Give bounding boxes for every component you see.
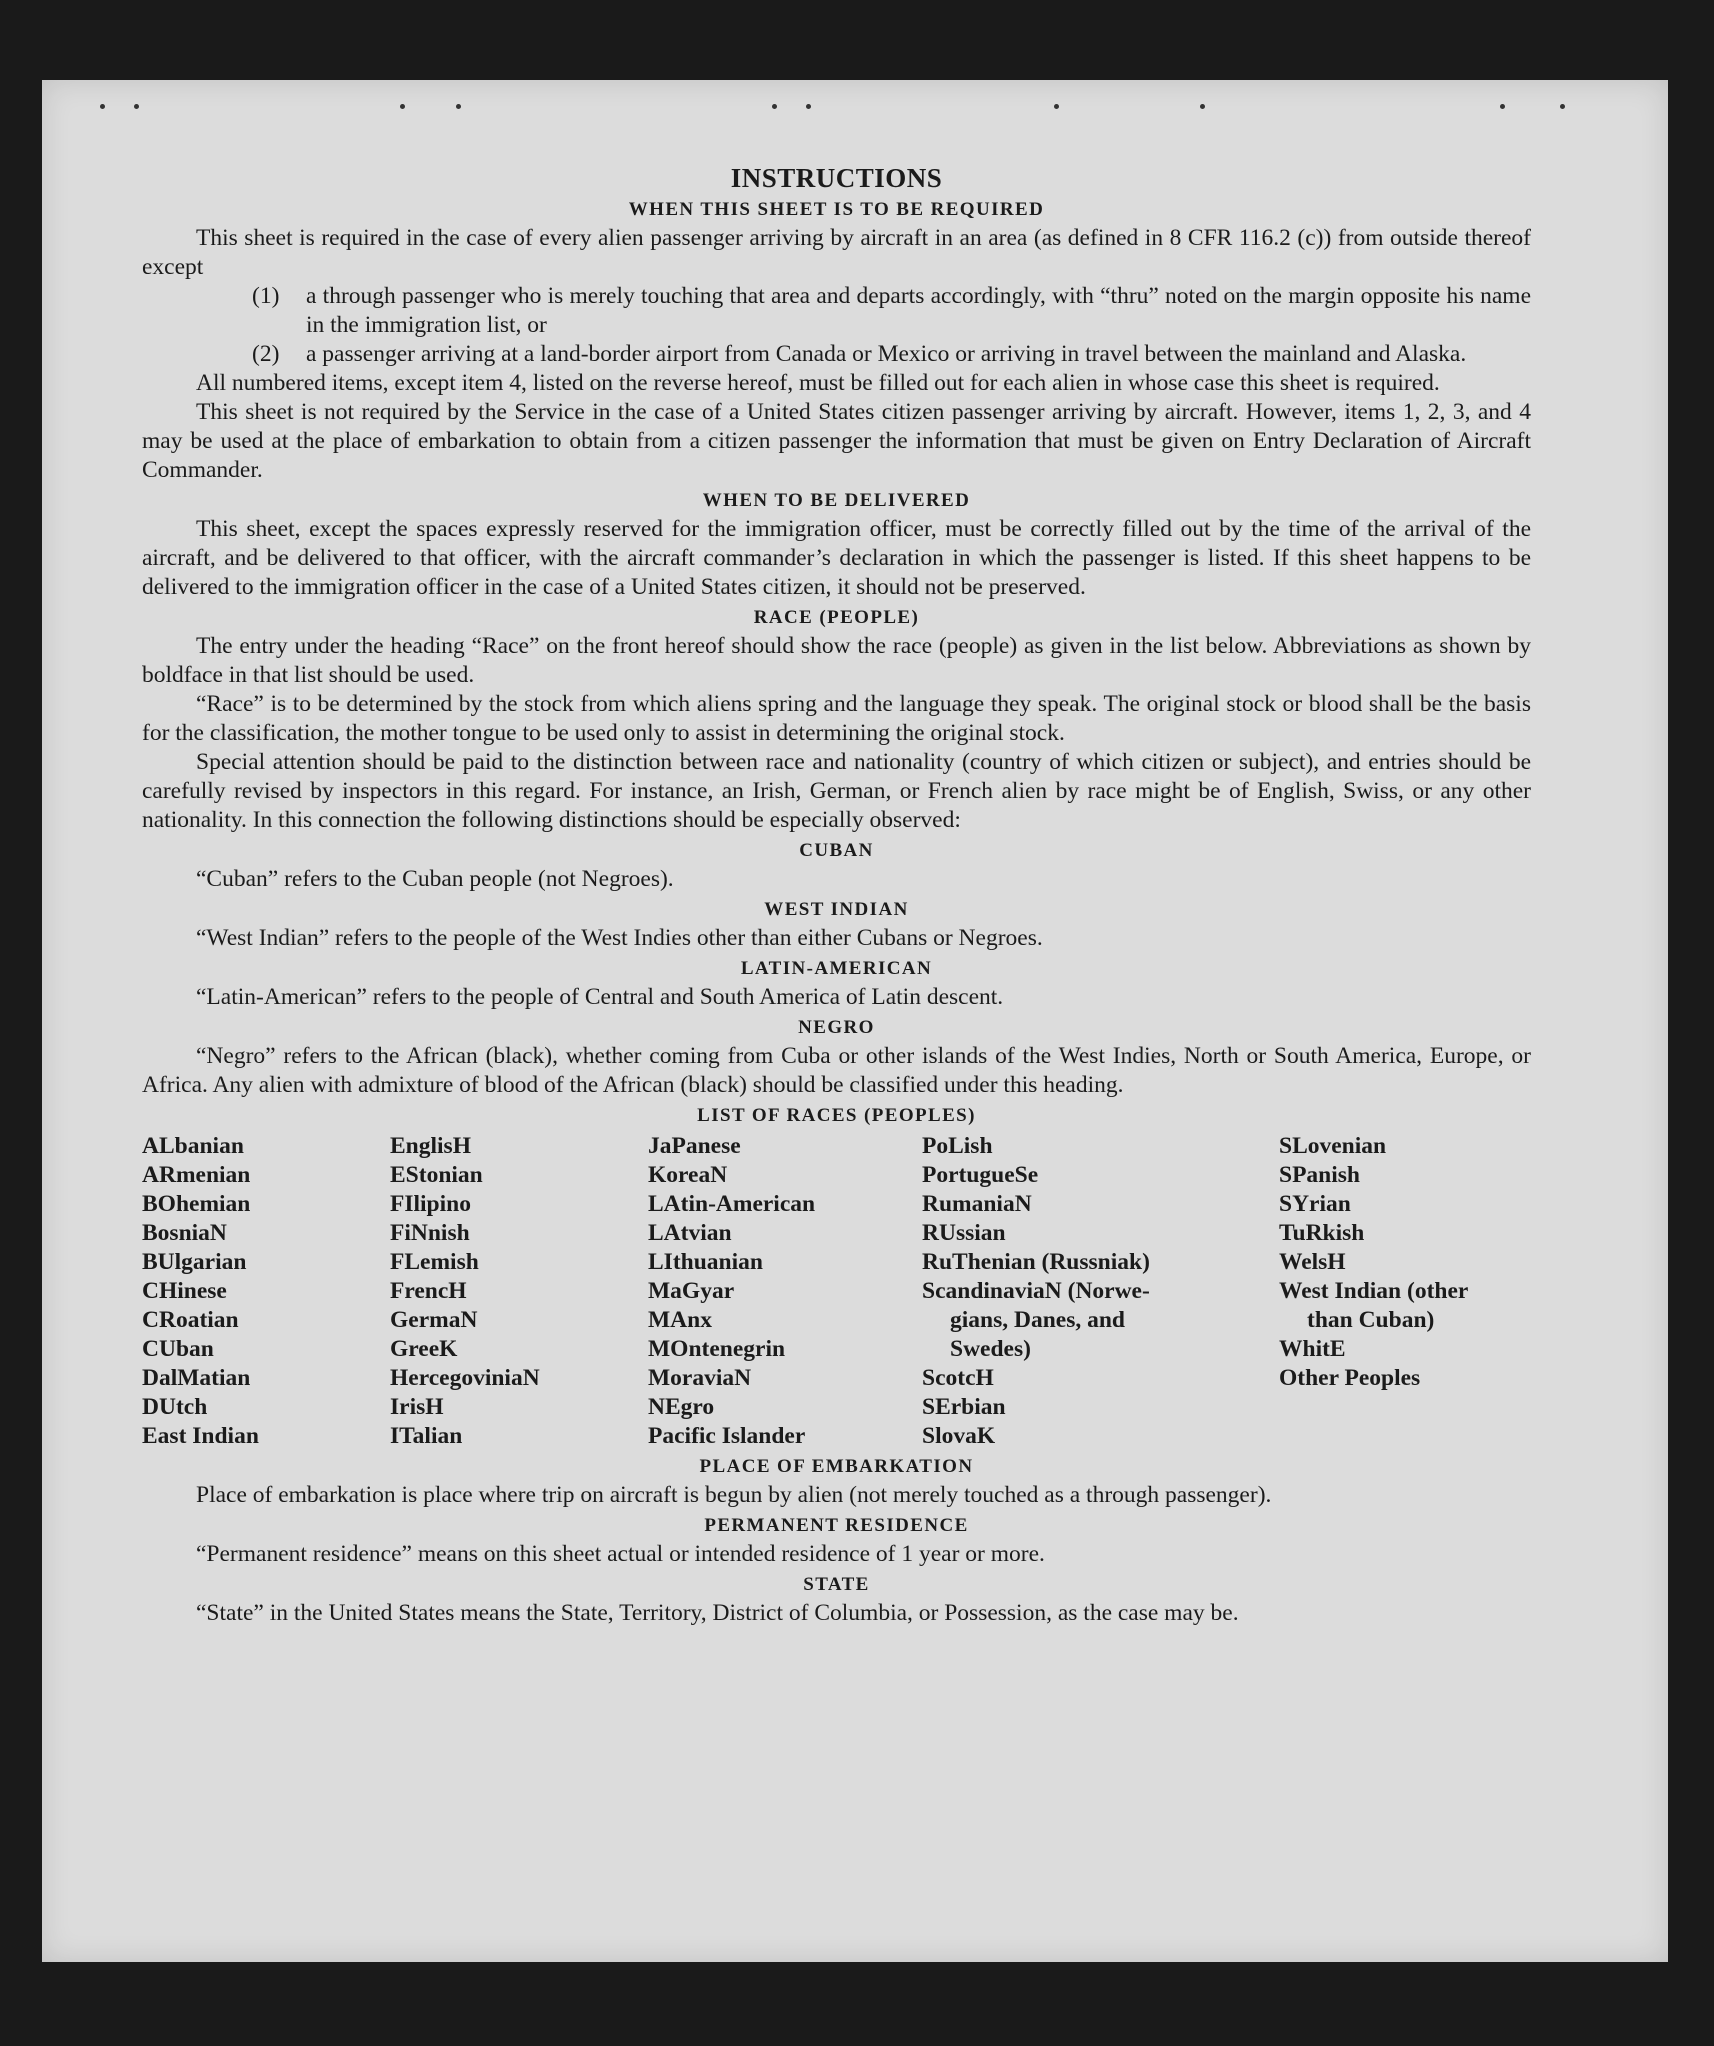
races-column-5 xyxy=(1279,1132,1531,1451)
race-entry: BosniaN xyxy=(142,1220,227,1246)
delivered-paragraph: This sheet, except the spaces expressly reserved for the immigration officer, must be correctly filled out by the time of the arrival of the aircraft, and be delivered to that officer, with the aircraft commander’s declaration in which the passenger is listed. If this sheet happens to be delivered to the immigration officer in the case of a United States citizen, it should not be preserved. xyxy=(142,516,1531,600)
race-entry: WelsH xyxy=(1279,1249,1346,1275)
race-entry: LAtvian xyxy=(648,1220,732,1246)
race-entry: ScandinaviaN (Norwe- xyxy=(922,1278,1150,1304)
required-paragraph-2: All numbered items, except item 4, listed on the reverse hereof, must be filled out for each alien in whose case this sheet is required. xyxy=(196,370,1440,396)
race-entry: MoraviaN xyxy=(648,1365,752,1391)
race-entry: MOntenegrin xyxy=(648,1336,786,1362)
race-entry: MaGyar xyxy=(648,1278,735,1304)
race-entry: Pacific Islander xyxy=(648,1423,806,1449)
race-entry: SLovenian xyxy=(1279,1133,1387,1159)
state-paragraph: “State” in the United States means the State, Territory, District of Columbia, or Possession, as the case may be. xyxy=(196,1600,1239,1626)
latin-american-paragraph: “Latin-American” refers to the people of Central and South America of Latin descent. xyxy=(196,984,1004,1010)
race-entry: SPanish xyxy=(1279,1162,1360,1188)
heading-permanent-residence: PERMANENT RESIDENCE xyxy=(704,1515,969,1536)
race-entry: GermaN xyxy=(390,1307,478,1333)
race-entry: FIlipino xyxy=(390,1191,471,1217)
race-paragraph-2: “Race” is to be determined by the stock from which aliens spring and the language they speak. The original stock or blood shall be the basis for the classification, the mother tongue to be used only to assist in determining the original stock. xyxy=(142,691,1531,746)
cuban-paragraph: “Cuban” refers to the Cuban people (not Negroes). xyxy=(196,866,674,892)
scan-artifacts xyxy=(100,104,1600,118)
exception-number: (2) xyxy=(252,341,280,367)
races-column-3 xyxy=(648,1132,922,1451)
race-entry: RUssian xyxy=(922,1220,1006,1246)
race-entry: IrisH xyxy=(390,1394,444,1420)
race-entry: Other Peoples xyxy=(1279,1365,1421,1391)
heading-negro: NEGRO xyxy=(798,1017,875,1038)
race-entry: RumaniaN xyxy=(922,1191,1032,1217)
race-entry: KoreaN xyxy=(648,1162,728,1188)
page-title: INSTRUCTIONS xyxy=(730,163,943,193)
race-entry: PoLish xyxy=(922,1133,993,1159)
heading-west-indian: WEST INDIAN xyxy=(764,899,909,920)
races-column-4 xyxy=(922,1132,1279,1451)
race-entry: ALbanian xyxy=(142,1133,244,1159)
heading-cuban: CUBAN xyxy=(799,840,874,861)
required-paragraph-1: This sheet is required in the case of every alien passenger arriving by aircraft in an area (as defined in 8 CFR 116.2 (c)) from outside thereof except xyxy=(142,225,1531,280)
races-list xyxy=(142,1132,1531,1451)
exception-text: a through passenger who is merely touching that area and departs accordingly, with “thru” noted on the margin opposite his name in the immigration list, or xyxy=(306,283,1531,338)
race-entry: RuThenian (Russniak) xyxy=(922,1249,1150,1275)
race-entry: SYrian xyxy=(1279,1191,1351,1217)
race-entry: TuRkish xyxy=(1279,1220,1365,1246)
heading-delivered: WHEN TO BE DELIVERED xyxy=(702,490,971,511)
race-entry: EnglisH xyxy=(390,1133,471,1159)
race-entry: HercegoviniaN xyxy=(390,1365,540,1391)
race-entry: ITalian xyxy=(390,1423,463,1449)
heading-required: WHEN THIS SHEET IS TO BE REQUIRED xyxy=(628,199,1045,220)
west-indian-paragraph: “West Indian” refers to the people of the West Indies other than either Cubans or Negroes. xyxy=(196,925,1043,951)
race-entry: CHinese xyxy=(142,1278,227,1304)
race-entry: DUtch xyxy=(142,1394,208,1420)
heading-place-of-embarkation: PLACE OF EMBARKATION xyxy=(699,1456,974,1477)
document-body xyxy=(142,162,1531,1628)
exception-item xyxy=(252,282,1531,340)
race-entry: MAnx xyxy=(648,1307,712,1333)
race-entry: PortugueSe xyxy=(922,1162,1039,1188)
race-entry: NEgro xyxy=(648,1394,715,1420)
race-entry: LIthuanian xyxy=(648,1249,763,1275)
exception-item xyxy=(252,340,1531,369)
race-entry-continued: Swedes) xyxy=(950,1336,1031,1362)
race-paragraph-3: Special attention should be paid to the distinction between race and nationality (country of which citizen or subject), and entries should be carefully revised by inspectors in this regard. For instance, an Irish, German, or French alien by race might be of English, Swiss, or any other nationality. In this connection the following distinctions should be especially observed: xyxy=(142,749,1531,833)
races-column-2 xyxy=(390,1132,648,1451)
race-entry: CUban xyxy=(142,1336,214,1362)
race-entry-continued: than Cuban) xyxy=(1307,1307,1435,1333)
race-entry: BOhemian xyxy=(142,1191,251,1217)
heading-list-of-races: LIST OF RACES (PEOPLES) xyxy=(697,1105,976,1126)
race-entry: EStonian xyxy=(390,1162,483,1188)
heading-state: STATE xyxy=(803,1574,870,1595)
heading-latin-american: LATIN-AMERICAN xyxy=(740,958,933,979)
race-entry: East Indian xyxy=(142,1423,259,1449)
race-entry-continued: gians, Danes, and xyxy=(950,1307,1125,1333)
race-entry: SlovaK xyxy=(922,1423,996,1449)
heading-race: RACE (PEOPLE) xyxy=(753,607,920,628)
exception-text: a passenger arriving at a land-border airport from Canada or Mexico or arriving in travel between the mainland and Alaska. xyxy=(306,341,1467,367)
required-paragraph-3: This sheet is not required by the Service in the case of a United States citizen passenger arriving by aircraft. However, items 1, 2, 3, and 4 may be used at the place of embarkation to obtain from a citizen passenger the information that must be given on Entry Declaration of Aircraft Commander. xyxy=(142,399,1531,483)
races-column-1 xyxy=(142,1132,390,1451)
race-entry: FLemish xyxy=(390,1249,479,1275)
race-entry: FrencH xyxy=(390,1278,467,1304)
race-entry: West Indian (other xyxy=(1279,1278,1469,1304)
race-entry: CRoatian xyxy=(142,1307,239,1333)
race-entry: DalMatian xyxy=(142,1365,251,1391)
race-entry: LAtin-American xyxy=(648,1191,816,1217)
race-paragraph-1: The entry under the heading “Race” on the front hereof should show the race (people) as given in the list below. Abbreviations as shown by boldface in that list should be used. xyxy=(142,633,1531,688)
embarkation-paragraph: Place of embarkation is place where trip on aircraft is begun by alien (not merely touched as a through passenger). xyxy=(196,1482,1272,1508)
negro-paragraph: “Negro” refers to the African (black), whether coming from Cuba or other islands of the West Indies, North or South America, Europe, or Africa. Any alien with admixture of blood of the African (black) should be classified under this heading. xyxy=(142,1043,1531,1098)
residence-paragraph: “Permanent residence” means on this sheet actual or intended residence of 1 year or more. xyxy=(196,1541,1045,1567)
race-entry: GreeK xyxy=(390,1336,458,1362)
race-entry: ScotcH xyxy=(922,1365,994,1391)
race-entry: JaPanese xyxy=(648,1133,741,1159)
race-entry: WhitE xyxy=(1279,1336,1346,1362)
race-entry: BUlgarian xyxy=(142,1249,247,1275)
race-entry: ARmenian xyxy=(142,1162,251,1188)
race-entry: FiNnish xyxy=(390,1220,470,1246)
race-entry: SErbian xyxy=(922,1394,1006,1420)
exception-number: (1) xyxy=(252,283,280,309)
